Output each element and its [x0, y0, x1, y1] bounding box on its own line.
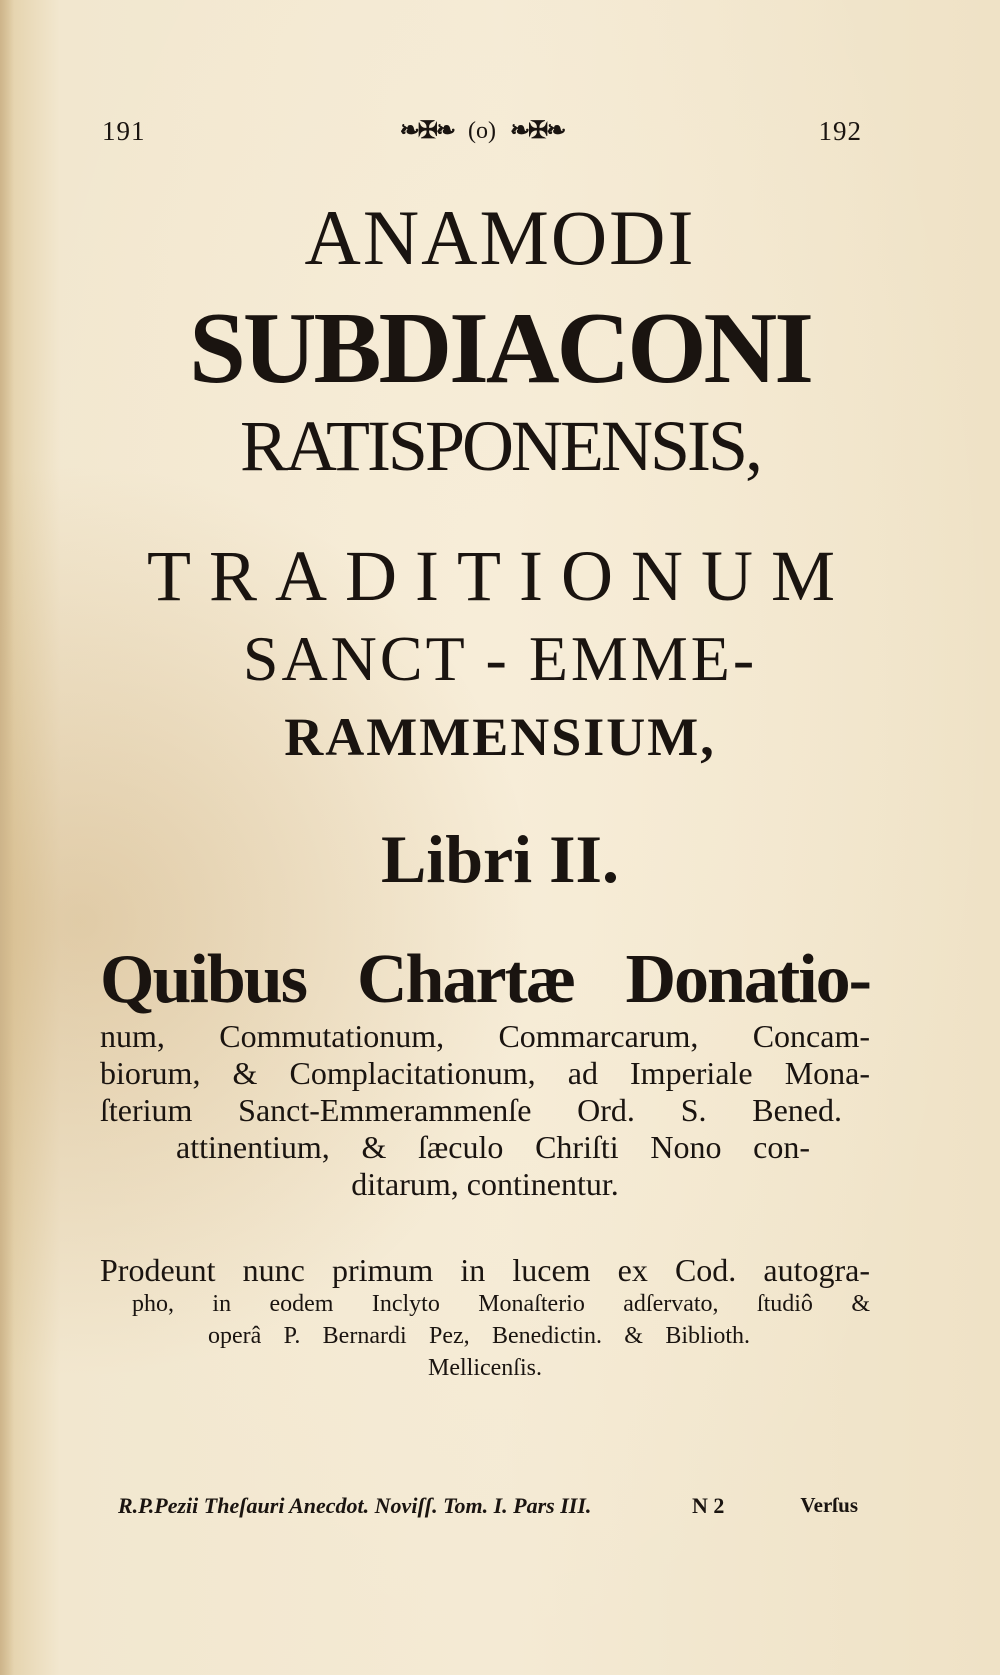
title-line-place: RATISPONENSIS, [239, 406, 761, 486]
page-number-right: 192 [818, 116, 862, 146]
description-line: biorum, & Complacitationum, ad Imperiale Mona- [100, 1055, 870, 1091]
running-head [102, 116, 862, 156]
catchword: Verſus [800, 1493, 858, 1517]
description-heading [100, 940, 870, 1020]
description-line: num, Commutationum, Commarcarum, Concam- [100, 1018, 870, 1054]
title-line-author: ANAMODI [304, 194, 696, 281]
page-number-left: 191 [102, 116, 146, 146]
signature-line: R.P.Pezii Theſauri Anecdot. Noviſſ. Tom. I. Pars III. [118, 1493, 592, 1518]
title-line-books: Libri II. [380, 821, 620, 897]
edition-note-line: pho, in eodem Inclyto Monaſterio adſervato, ſtudiô & [132, 1291, 870, 1317]
description-body [100, 1018, 870, 1203]
edition-note-line: operâ P. Bernardi Pez, Benedictin. & Biblioth. [208, 1323, 750, 1349]
page-footer [118, 1493, 858, 1523]
edition-note-line: Prodeunt nunc primum in lucem ex Cod. autogra- [100, 1252, 870, 1288]
description-line: ditarum, continentur. [351, 1166, 619, 1202]
title-line-office: SUBDIACONI [189, 292, 811, 405]
edition-note [100, 1252, 870, 1384]
signature-mark: N 2 [692, 1493, 725, 1518]
description-line: ſterium Sanct-Emmerammenſe Ord. S. Bened. [100, 1092, 842, 1128]
ornament-right-icon: ❧✠❧ [509, 118, 565, 144]
edition-note-line: Mellicenſis. [428, 1355, 542, 1381]
ornament-center: (o) [468, 118, 496, 144]
description-line: attinentium, & ſæculo Chriſti Nono con- [176, 1129, 810, 1165]
head-ornament [102, 116, 862, 145]
title-line-work: TRADITIONUM [147, 536, 853, 616]
title-line-monastery-2: RAMMENSIUM, [284, 707, 716, 767]
ornament-left-icon: ❧✠❧ [399, 118, 454, 144]
title-line-monastery-1: SANCT - EMME- [242, 623, 758, 694]
description-heading-text: Quibus Chartæ Donatio- [100, 941, 870, 1018]
